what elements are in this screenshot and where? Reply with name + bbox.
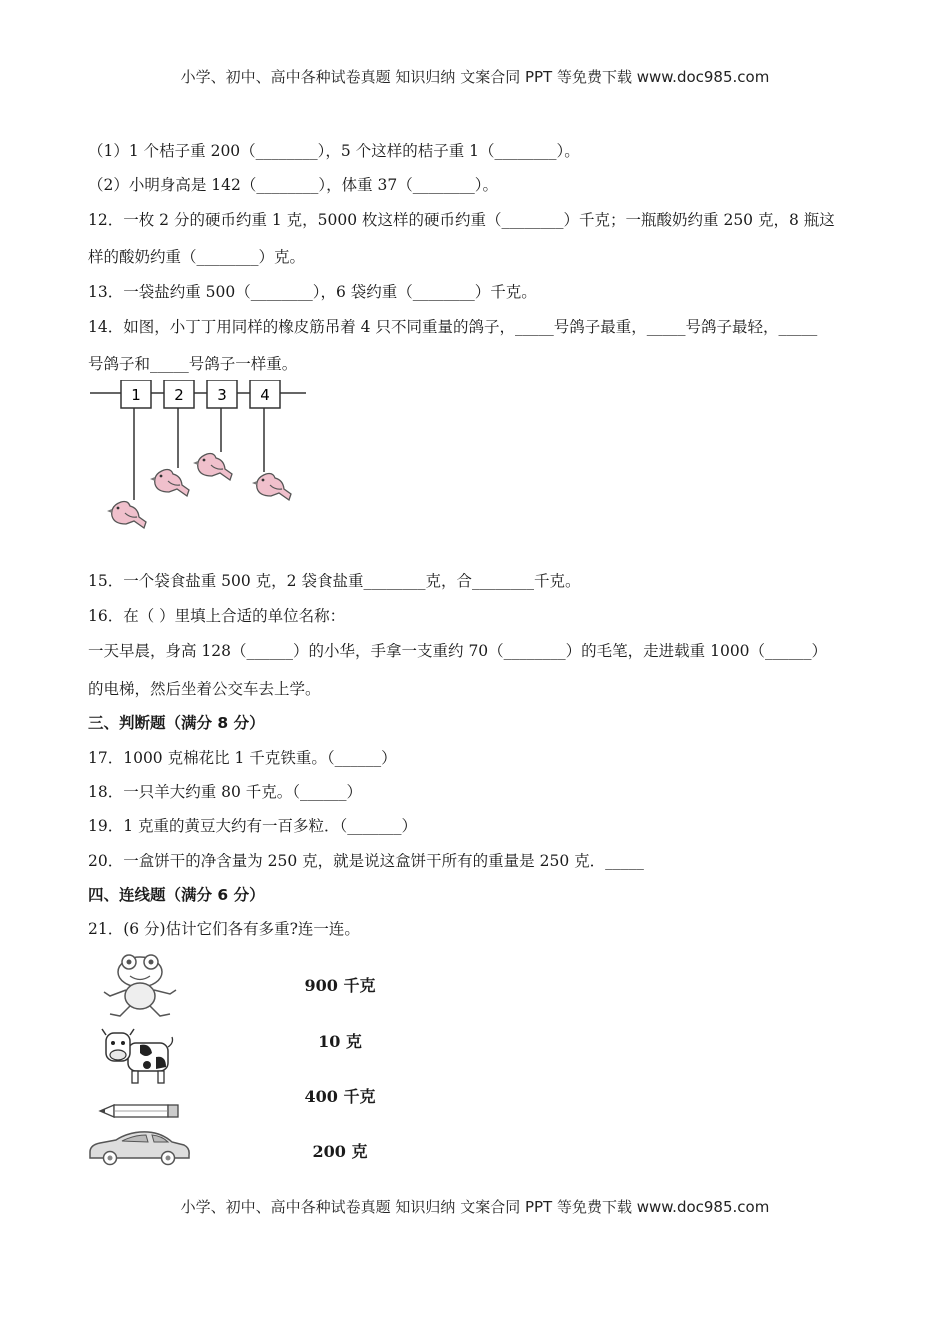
- question-19: 19．1 克重的黄豆大约有一百多粒．（_______）: [88, 817, 418, 835]
- pigeon-box-3: [207, 380, 237, 408]
- footer-banner: 小学、初中、高中各种试卷真题 知识归纳 文案合同 PPT 等免费下载 www.doc985.com: [180, 1198, 770, 1216]
- question-11-1: （1）1 个桔子重 200（________），5 个这样的桔子重 1（________）。: [88, 142, 580, 160]
- weight-option-2[interactable]: 10 克: [318, 1032, 362, 1051]
- weight-option-4[interactable]: 200 克: [312, 1142, 368, 1161]
- section-4-title: 四、连线题（满分 6 分）: [88, 886, 265, 904]
- question-12-line-2: 样的酸奶约重（________）克。: [88, 248, 306, 266]
- question-11-2: （2）小明身高是 142（________），体重 37（________）。: [88, 176, 499, 194]
- frog-icon: [100, 950, 180, 1020]
- question-21: 21．(6 分)估计它们各有多重?连一连。: [88, 920, 360, 938]
- question-14-line-2: 号鸽子和_____号鸽子一样重。: [88, 355, 298, 373]
- section-3-title: 三、判断题（满分 8 分）: [88, 714, 265, 732]
- pigeon-2-icon: [150, 470, 189, 497]
- header-banner: 小学、初中、高中各种试卷真题 知识归纳 文案合同 PPT 等免费下载 www.doc985.com: [180, 68, 770, 86]
- question-12-line-1: 12．一枚 2 分的硬币约重 1 克，5000 枚这样的硬币约重（________）千克；一瓶酸奶约重 250 克，8 瓶这: [88, 211, 835, 229]
- question-17: 17．1000 克棉花比 1 千克铁重。（______）: [88, 749, 397, 767]
- pigeon-1-icon: [107, 502, 146, 529]
- question-16-line-3: 的电梯，然后坐着公交车去上学。: [88, 680, 321, 698]
- question-13: 13．一袋盐约重 500（________），6 袋约重（________）千克。: [88, 283, 537, 301]
- question-16-line-1: 16．在（ ）里填上合适的单位名称：: [88, 607, 346, 625]
- pigeon-figure: [88, 380, 318, 535]
- car-icon: [86, 1128, 192, 1166]
- question-20: 20．一盒饼干的净含量为 250 克，就是说这盒饼干所有的重量是 250 克．_____: [88, 852, 644, 870]
- pigeon-box-1: [121, 380, 151, 408]
- pigeon-3-icon: [193, 454, 232, 481]
- question-14-line-1: 14．如图，小丁丁用同样的橡皮筋吊着 4 只不同重量的鸽子，_____号鸽子最重，_____号鸽子最轻，_____: [88, 318, 818, 336]
- question-15: 15．一个袋食盐重 500 克，2 袋食盐重________克，合________千克。: [88, 572, 581, 590]
- pencil-icon: [98, 1100, 183, 1118]
- matching-area: [0, 945, 950, 1175]
- pigeon-4-icon: [252, 474, 291, 501]
- question-16-line-2: 一天早晨，身高 128（______）的小华，手拿一支重约 70（________）的毛笔，走进载重 1000（______）: [88, 642, 828, 660]
- pigeon-label-2: 2: [174, 386, 184, 404]
- pigeon-label-4: 4: [260, 386, 270, 404]
- cow-icon: [100, 1027, 180, 1087]
- pigeon-box-4: [250, 380, 280, 408]
- weight-option-3[interactable]: 400 千克: [304, 1087, 376, 1106]
- pigeon-label-3: 3: [217, 386, 227, 404]
- pigeon-label-1: 1: [131, 386, 141, 404]
- weight-option-1[interactable]: 900 千克: [304, 976, 376, 995]
- question-18: 18．一只羊大约重 80 千克。（______）: [88, 783, 363, 801]
- pigeon-box-2: [164, 380, 194, 408]
